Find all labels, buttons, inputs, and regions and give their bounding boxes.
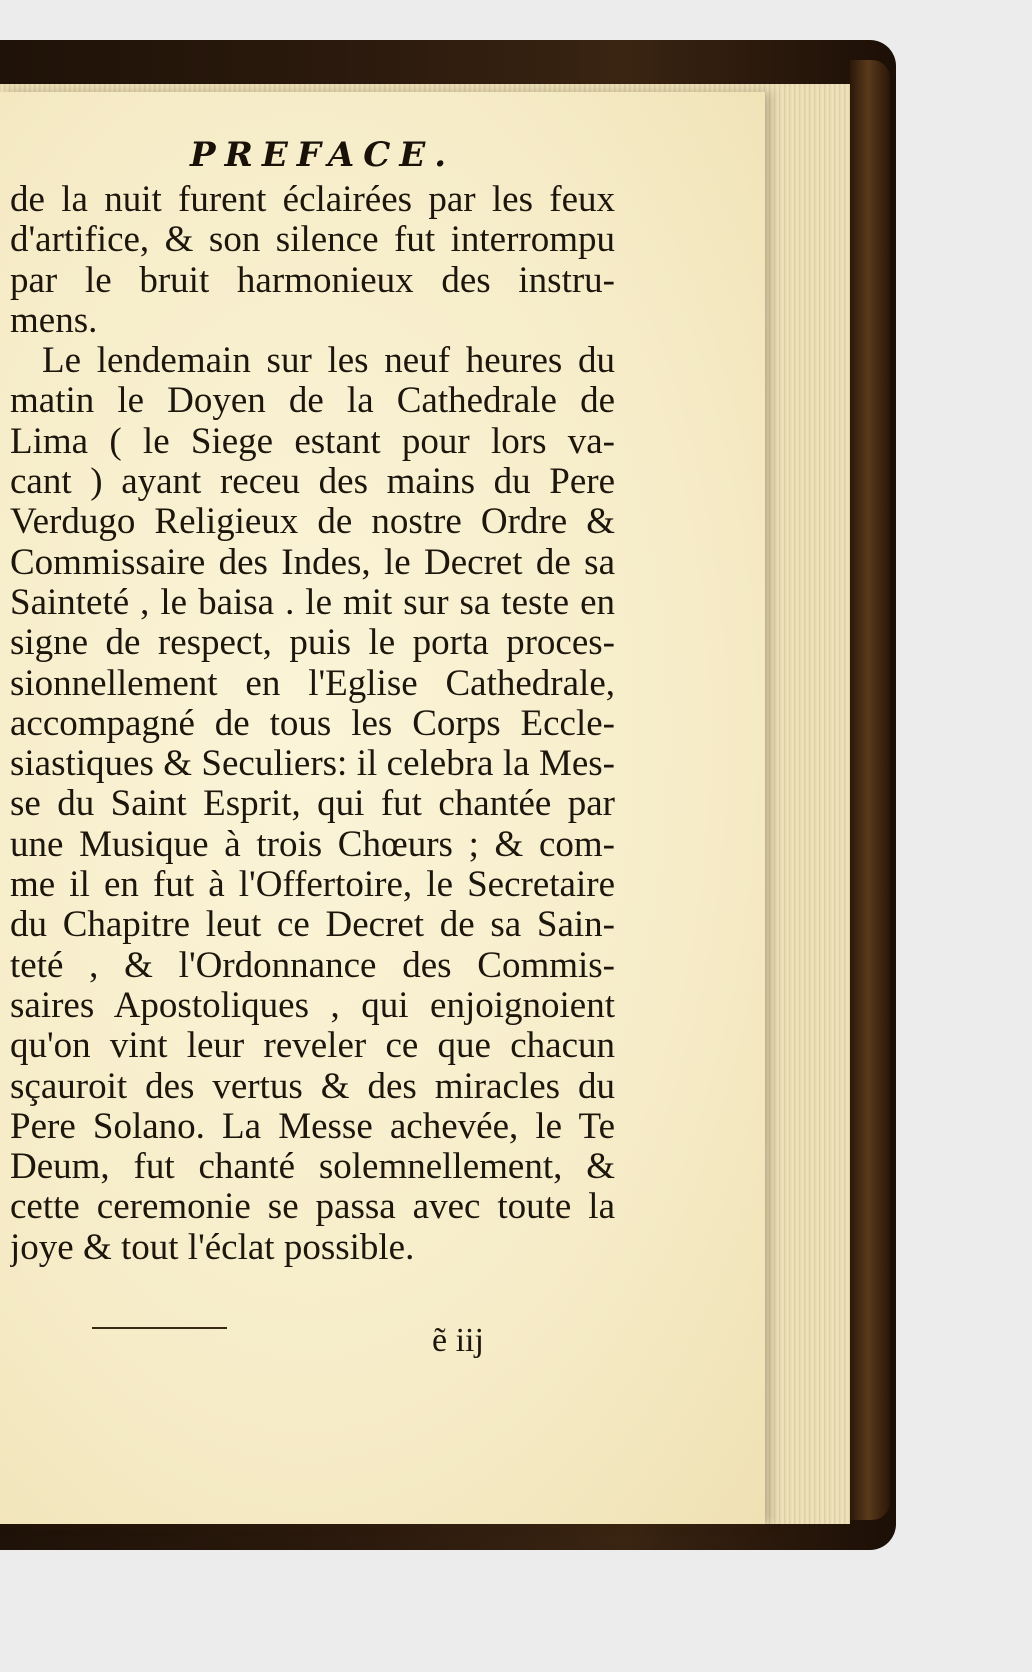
text-line: d'artifice, & son silence fut interrompu [10, 220, 615, 261]
text-line: du Chapitre leut ce Decret de sa Sain- [10, 905, 615, 946]
text-line: se du Saint Esprit, qui fut chantée par [10, 784, 615, 825]
text-line: mens. [10, 300, 98, 341]
running-head: PREFACE. [190, 135, 456, 175]
text-line: Le lendemain sur les neuf heures du [42, 341, 615, 382]
text-line: Lima ( le Siege estant pour lors va- [10, 421, 615, 462]
text-line: siastiques & Seculiers: il celebra la Mes- [10, 744, 615, 785]
text-line: teté , & l'Ordonnance des Commis- [10, 945, 615, 986]
text-line: Sainteté , le baisa . le mit sur sa teste en [10, 582, 615, 623]
text-line: joye & tout l'éclat possible. [10, 1227, 415, 1268]
text-line: une Musique à trois Chœurs ; & com- [10, 824, 615, 865]
text-line: Pere Solano. La Messe achevée, le Te [10, 1106, 615, 1147]
text-line: signe de respect, puis le porta proces- [10, 623, 615, 664]
text-line: Deum, fut chanté solemnellement, & [10, 1147, 615, 1188]
text-line: qu'on vint leur reveler ce que chacun [10, 1026, 615, 1067]
text-line: saires Apostoliques , qui enjoignoient [10, 985, 615, 1026]
text-line: matin le Doyen de la Cathedrale de [10, 381, 615, 422]
text-line: cette ceremonie se passa avec toute la [10, 1187, 615, 1228]
text-line: me il en fut à l'Offertoire, le Secretaire [10, 865, 615, 906]
text-line: accompagné de tous les Corps Eccle- [10, 703, 615, 744]
text-line: cant ) ayant receu des mains du Pere [10, 462, 615, 503]
underline-mark [92, 1327, 227, 1329]
signature-mark: ẽ iij [432, 1322, 484, 1359]
text-line: de la nuit furent éclairées par les feux [10, 180, 615, 220]
text-line: Commissaire des Indes, le Decret de sa [10, 542, 615, 583]
text-line: par le bruit harmonieux des instru- [10, 260, 615, 301]
text-line: sçauroit des vertus & des miracles du [10, 1066, 615, 1107]
text-line: Verdugo Religieux de nostre Ordre & [10, 502, 615, 543]
body-text [10, 180, 615, 1268]
text-line: sionnellement en l'Eglise Cathedrale, [10, 663, 615, 704]
